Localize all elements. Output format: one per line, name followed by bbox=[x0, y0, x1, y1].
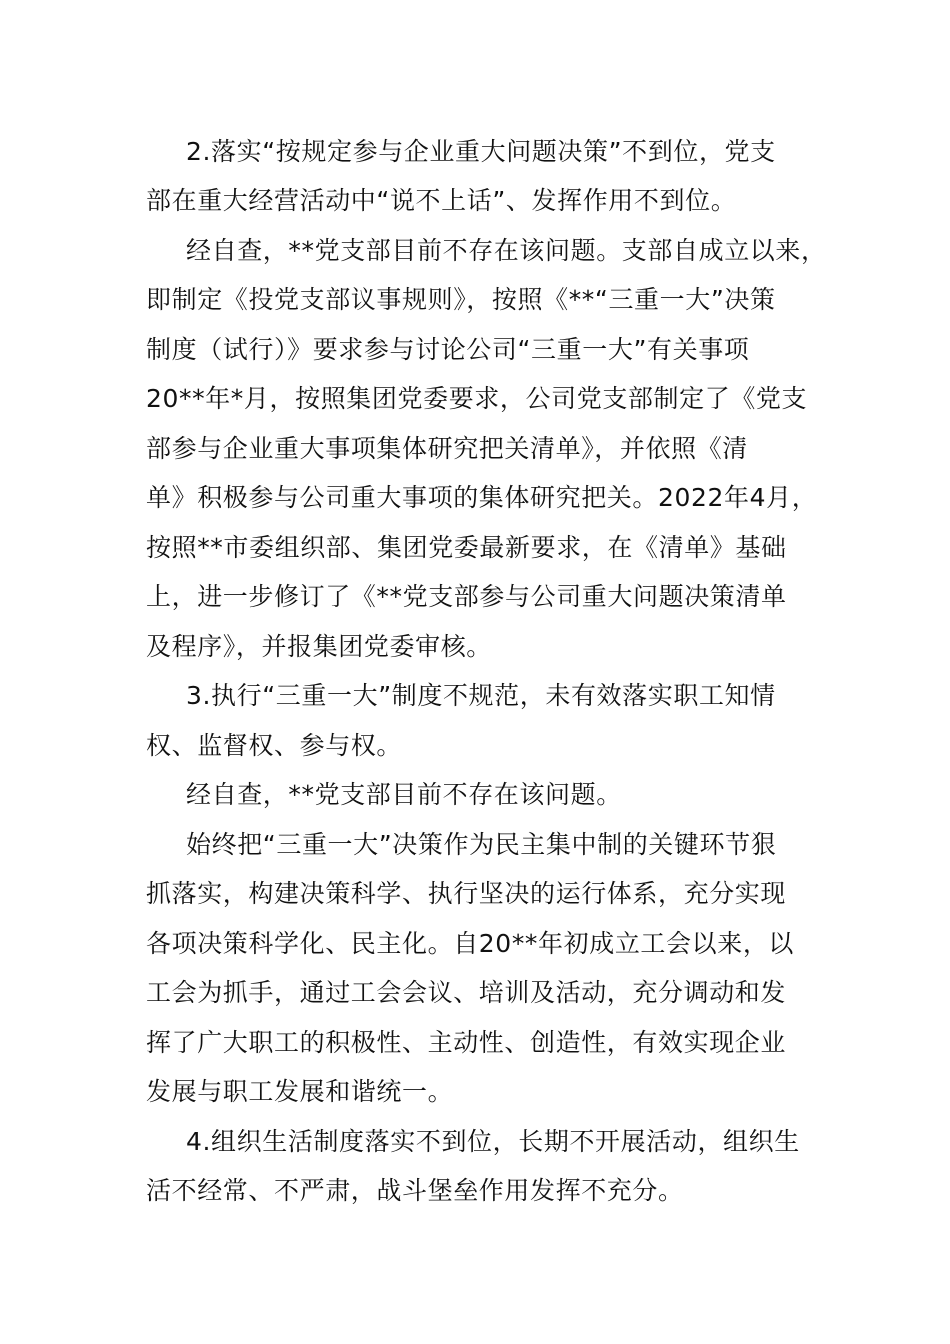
paragraph-heading-2-line-2: 部在重大经营活动中“说不上话”、发挥作用不到位。 bbox=[146, 186, 737, 215]
paragraph-body-line-3: 制度（试行）》要求参与讨论公司“三重一大”有关事项 bbox=[146, 335, 750, 364]
paragraph-body-line-2: 即制定《投党支部议事规则》，按照《**“三重一大”决策 bbox=[146, 285, 776, 314]
paragraph-heading-4-line-1: 4.组织生活制度落实不到位，长期不开展活动，组织生 bbox=[186, 1127, 800, 1156]
paragraph-body-line-1: 经自查，**党支部目前不存在该问题。支部自成立以来， bbox=[186, 236, 827, 265]
paragraph-heading-4-line-2: 活不经常、不严肃，战斗堡垒作用发挥不充分。 bbox=[146, 1176, 684, 1205]
paragraph-heading-2-line-1: 2.落实“按规定参与企业重大问题决策”不到位，党支 bbox=[186, 137, 776, 166]
paragraph-measures-line-3: 各项决策科学化、民主化。自20**年初成立工会以来，以 bbox=[146, 929, 795, 958]
paragraph-measures-line-4: 工会为抓手，通过工会会议、培训及活动，充分调动和发 bbox=[146, 978, 787, 1007]
paragraph-measures-line-6: 发展与职工发展和谐统一。 bbox=[146, 1077, 454, 1106]
paragraph-heading-3-line-2: 权、监督权、参与权。 bbox=[146, 731, 403, 760]
paragraph-measures-line-2: 抓落实，构建决策科学、执行坚决的运行体系，充分实现 bbox=[146, 879, 787, 908]
paragraph-body-line-7: 按照**市委组织部、集团党委最新要求，在《清单》基础 bbox=[146, 533, 787, 562]
paragraph-self-check: 经自查，**党支部目前不存在该问题。 bbox=[186, 780, 622, 809]
paragraph-body-line-9: 及程序》，并报集团党委审核。 bbox=[146, 632, 492, 661]
paragraph-measures-line-5: 挥了广大职工的积极性、主动性、创造性，有效实现企业 bbox=[146, 1028, 787, 1057]
paragraph-body-line-8: 上，进一步修订了《**党支部参与公司重大问题决策清单 bbox=[146, 582, 787, 611]
paragraph-body-line-5: 部参与企业重大事项集体研究把关清单》，并依照《清 bbox=[146, 434, 748, 463]
paragraph-body-line-4: 20**年*月，按照集团党委要求，公司党支部制定了《党支 bbox=[146, 384, 808, 413]
paragraph-heading-3-line-1: 3.执行“三重一大”制度不规范，未有效落实职工知情 bbox=[186, 681, 776, 710]
paragraph-measures-line-1: 始终把“三重一大”决策作为民主集中制的关键环节狠 bbox=[186, 830, 777, 859]
paragraph-body-line-6: 单》积极参与公司重大事项的集体研究把关。2022年4月， bbox=[146, 483, 818, 512]
